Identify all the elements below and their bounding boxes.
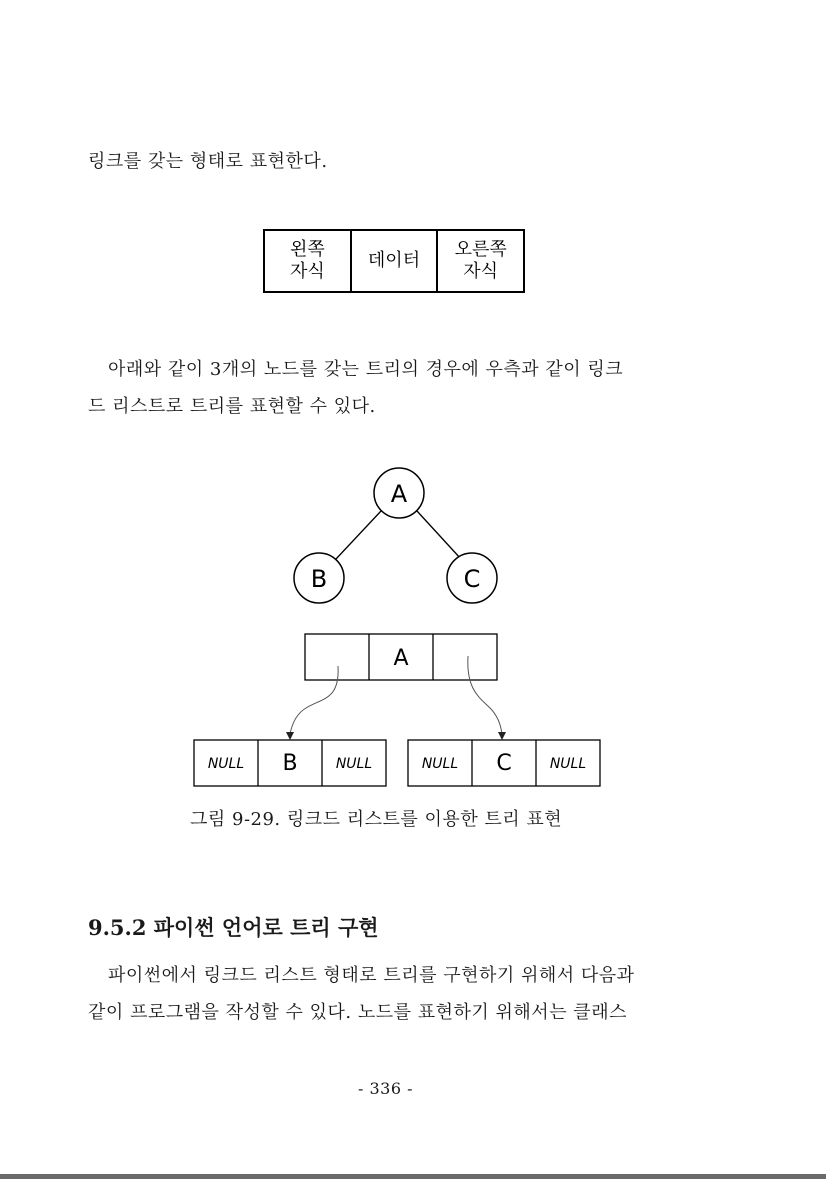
paragraph-tree-desc-line1: 아래와 같이 3개의 노드를 갖는 트리의 경우에 우측과 같이 링크	[108, 359, 624, 380]
paragraph-tree-desc-line2: 드 리스트로 트리를 표현할 수 있다.	[88, 396, 376, 417]
left-child-cell	[265, 231, 350, 291]
paragraph-python-line1: 파이썬에서 링크드 리스트 형태로 트리를 구현하기 위해서 다음과	[108, 965, 635, 986]
pointer-right-head	[498, 732, 506, 740]
linked-root-value: A	[393, 646, 409, 671]
figure-caption: 그림 9-29. 링크드 리스트를 이용한 트리 표현	[190, 809, 563, 830]
left-child-label-line1: 왼쪽	[289, 239, 325, 260]
paragraph-intro: 링크를 갖는 형태로 표현한다.	[88, 151, 328, 172]
paragraph-python-line2: 같이 프로그램을 작성할 수 있다. 노드를 표현하기 위해서는 클래스	[88, 1002, 627, 1023]
linked-node-c-value: C	[496, 751, 512, 776]
section-heading: 9.5.2 파이썬 언어로 트리 구현	[88, 915, 379, 940]
pointer-left-head	[286, 732, 294, 740]
tree-node-a-label: A	[390, 480, 408, 508]
data-label: 데이터	[367, 250, 421, 271]
edge-a-b	[336, 511, 381, 559]
node-structure-diagram	[263, 229, 525, 293]
footer-rule	[0, 1174, 826, 1179]
linked-node-c-right-null: NULL	[549, 756, 587, 772]
linked-node-b-left-null: NULL	[207, 756, 245, 772]
left-child-label-line2: 자식	[289, 261, 325, 282]
linked-node-c-left-null: NULL	[421, 756, 459, 772]
linked-node-b-value: B	[282, 751, 298, 776]
data-cell	[350, 231, 437, 291]
tree-figure	[0, 460, 826, 800]
right-child-label-line1: 오른쪽	[454, 239, 507, 260]
page-number: - 336 -	[358, 1079, 414, 1098]
right-child-cell	[436, 231, 523, 291]
tree-node-c-label: C	[463, 565, 481, 593]
linked-node-b-right-null: NULL	[335, 756, 373, 772]
tree-node-b-label: B	[310, 565, 328, 593]
edge-a-c	[417, 511, 461, 559]
right-child-label-line2: 자식	[463, 261, 499, 282]
